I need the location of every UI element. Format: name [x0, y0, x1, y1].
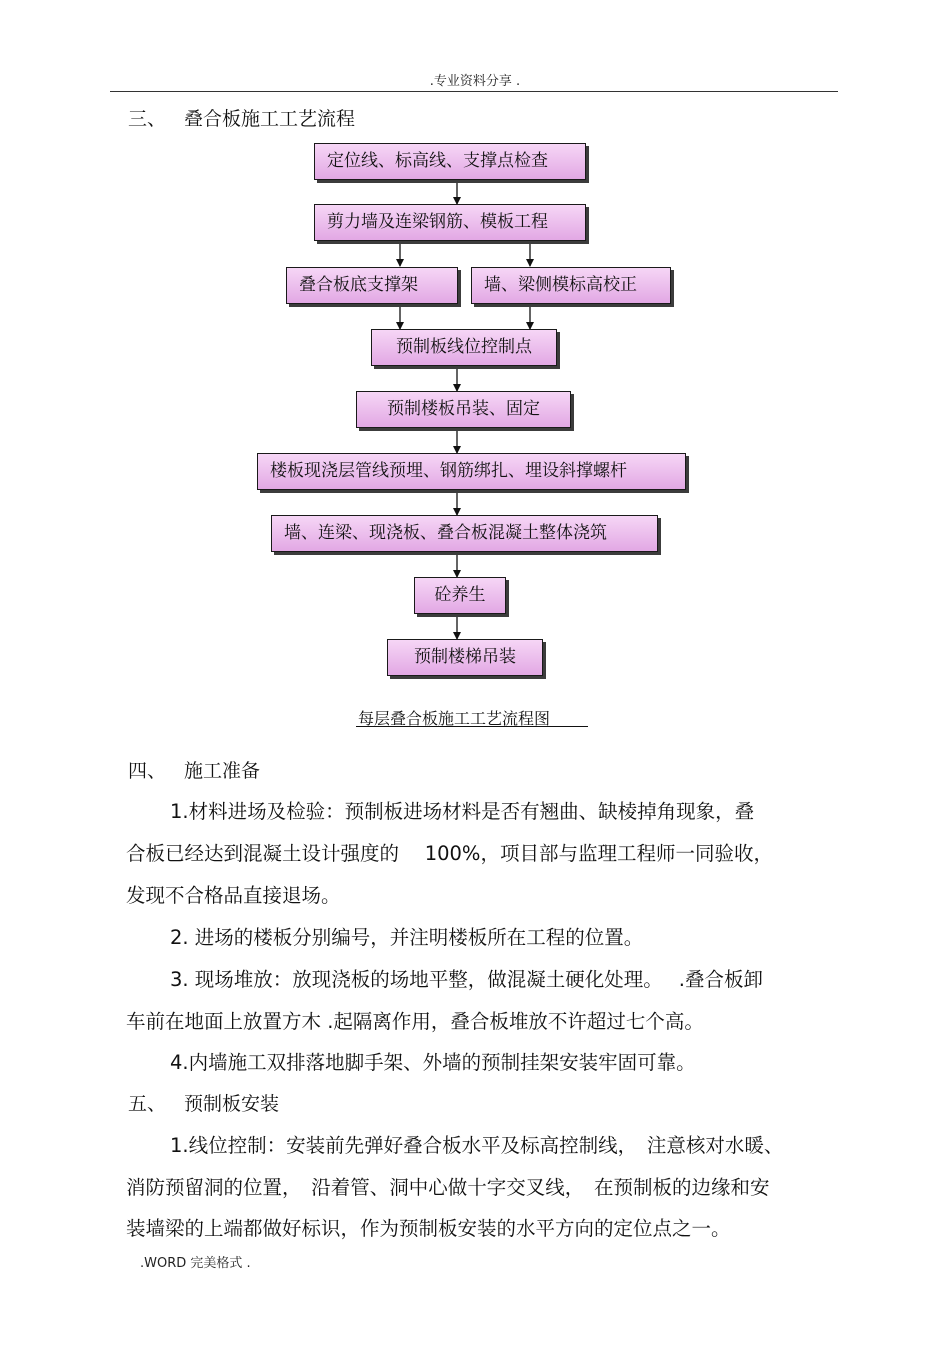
- paragraph-line: 消防预留洞的位置， 沿着管、洞中心做十字交叉线， 在预制板的边缘和安: [126, 1176, 770, 1199]
- section-number: 四、: [128, 760, 167, 782]
- flowchart-caption: 每层叠合板施工工艺流程图: [358, 709, 551, 728]
- section-heading-4: [128, 756, 260, 783]
- section-number: 五、: [128, 1093, 167, 1115]
- paragraph-line: 3. 现场堆放：放现浇板的场地平整，做混凝土硬化处理。 .叠合板卸: [170, 968, 763, 991]
- section-number: 三、: [128, 108, 167, 130]
- flow-step-layout-check: 定位线、标高线、支撑点检查: [314, 143, 586, 180]
- flow-step-stair-hoisting: 预制楼梯吊装: [387, 639, 543, 676]
- flow-step-wall-rebar-formwork: 剪力墙及连梁钢筋、模板工程: [314, 204, 586, 241]
- flow-step-support-frame: 叠合板底支撑架: [286, 267, 458, 304]
- paragraph-line: 发现不合格品直接退场。: [126, 884, 341, 907]
- page-footer: .WORD 完美格式 .: [140, 1256, 251, 1271]
- flow-step-side-formwork-level: 墙、梁侧模标高校正: [471, 267, 671, 304]
- paragraph-line: 1.材料进场及检验：预制板进场材料是否有翘曲、缺棱掉角现象，叠: [170, 800, 755, 823]
- flow-step-curing: 砼养生: [414, 577, 506, 614]
- section-title: 叠合板施工工艺流程: [184, 108, 356, 130]
- paragraph-line: 装墙梁的上端都做好标识，作为预制板安装的水平方向的定位点之一。: [126, 1217, 731, 1240]
- page-header: .专业资料分享 .: [429, 74, 521, 89]
- paragraph-line: 车前在地面上放置方木 .起隔离作用，叠合板堆放不许超过七个高。: [126, 1010, 704, 1033]
- flow-step-concrete-pouring: 墙、连梁、现浇板、叠合板混凝土整体浇筑: [271, 515, 658, 552]
- paragraph-line: 4.内墙施工双排落地脚手架、外墙的预制挂架安装牢固可靠。: [170, 1051, 696, 1074]
- flow-step-control-points: 预制板线位控制点: [371, 329, 557, 366]
- paragraph-line: 2. 进场的楼板分别编号，并注明楼板所在工程的位置。: [170, 926, 644, 949]
- section-title: 施工准备: [184, 760, 261, 782]
- flow-step-slab-hoisting: 预制楼板吊装、固定: [356, 391, 571, 428]
- section-heading-5: [128, 1089, 279, 1116]
- paragraph-line: 合板已经达到混凝土设计强度的 100%，项目部与监理工程师一同验收，: [126, 842, 773, 865]
- section-title: 预制板安装: [184, 1093, 280, 1115]
- caption-underline: [356, 726, 588, 727]
- flow-step-pipe-rebar-embedding: 楼板现浇层管线预埋、钢筋绑扎、埋设斜撑螺杆: [257, 453, 686, 490]
- paragraph-line: 1.线位控制：安装前先弹好叠合板水平及标高控制线， 注意核对水暖、: [170, 1134, 784, 1157]
